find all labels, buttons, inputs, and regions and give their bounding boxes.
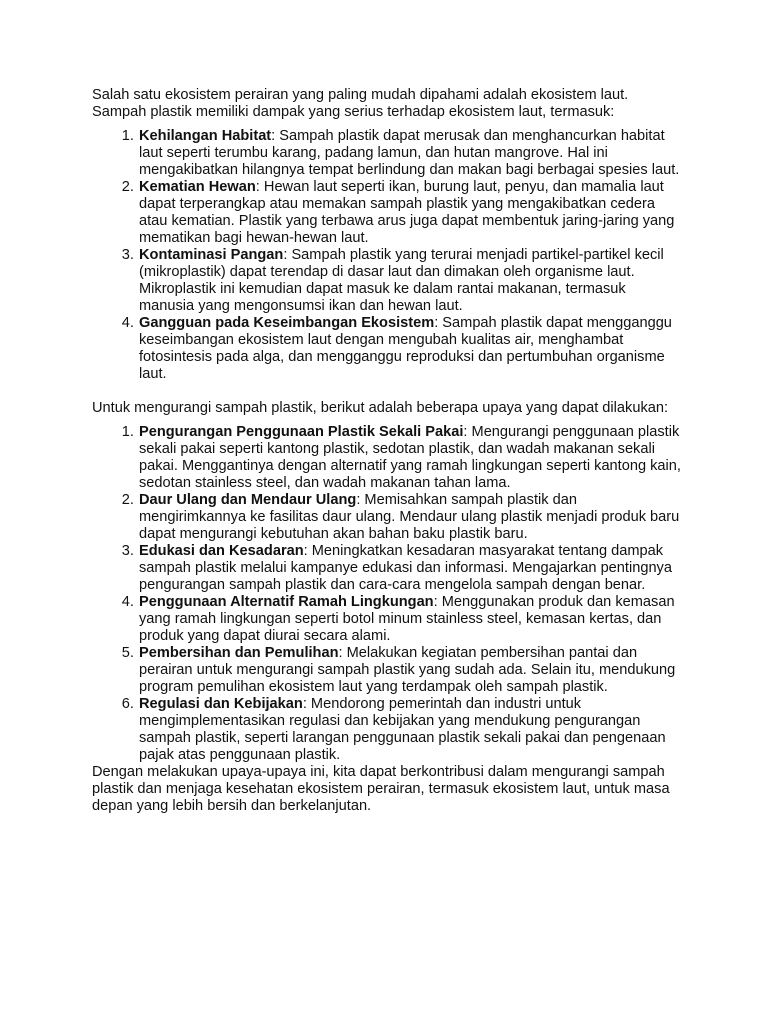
effort-term: Regulasi dan Kebijakan (139, 696, 303, 712)
intro-line-1: Salah satu ekosistem perairan yang paling mudah dipahami adalah ekosistem laut. (92, 87, 629, 103)
impact-text: : Sampah plastik dapat mengganggu keseimbangan ekosistem laut dengan mengubah kualitas air, menghambat fotosintesis pada alga, dan mengganggu reproduksi dan pertumbuhan organisme laut. (139, 315, 672, 382)
effort-text: : Melakukan kegiatan pembersihan pantai dan perairan untuk mengurangi sampah plastik yang sudah ada. Selain itu, mendukung program pemulihan ekosistem laut yang terdampak oleh sampah plastik. (139, 645, 676, 695)
effort-text: : Memisahkan sampah plastik dan mengirimkannya ke fasilitas daur ulang. Mendaur ulang plastik menjadi produk baru dapat mengurangi kebutuhan akan bahan baku plastik baru. (139, 492, 680, 542)
effort-term: Daur Ulang dan Mendaur Ulang (139, 492, 357, 508)
effort-text: : Mendorong pemerintah dan industri untuk mengimplementasikan regulasi dan kebijakan yang mendukung pengurangan sampah plastik, seperti larangan penggunaan plastik sekali pakai dan pengenaan pajak atas penggunaan plastik. (139, 696, 666, 763)
effort-term: Pembersihan dan Pemulihan (139, 645, 339, 661)
impact-term: Kehilangan Habitat (139, 128, 272, 144)
list-item-effort (138, 594, 682, 645)
impact-term: Kematian Hewan (139, 179, 256, 195)
efforts-intro-paragraph: Untuk mengurangi sampah plastik, berikut adalah beberapa upaya yang dapat dilakukan: (92, 400, 669, 416)
document-page (92, 87, 682, 815)
list-item-effort (138, 696, 682, 764)
effort-term: Penggunaan Alternatif Ramah Lingkungan (139, 594, 434, 610)
impact-term: Kontaminasi Pangan (139, 247, 284, 263)
impact-list (92, 128, 682, 383)
paragraph-spacer (92, 383, 682, 400)
list-item-impact (138, 128, 682, 179)
list-item-impact (138, 247, 682, 315)
list-item-impact (138, 315, 682, 383)
list-item-impact (138, 179, 682, 247)
closing-paragraph: Dengan melakukan upaya-upaya ini, kita dapat berkontribusi dalam mengurangi sampah plastik dan menjaga kesehatan ekosistem perairan, termasuk ekosistem laut, untuk masa depan yang lebih bersih dan berkelanjutan. (92, 764, 670, 814)
list-item-effort (138, 424, 682, 492)
intro-line-2: Sampah plastik memiliki dampak yang serius terhadap ekosistem laut, termasuk: (92, 104, 615, 120)
list-item-effort (138, 645, 682, 696)
impact-term: Gangguan pada Keseimbangan Ekosistem (139, 315, 435, 331)
impact-text: : Sampah plastik yang terurai menjadi partikel-partikel kecil (mikroplastik) dapat terendap di dasar laut dan dimakan oleh organisme laut. Mikroplastik ini kemudian dapat masuk ke dalam rantai makanan, termasuk manusia yang mengonsumsi ikan dan hewan laut. (139, 247, 664, 314)
list-item-effort (138, 492, 682, 543)
impact-text: : Hewan laut seperti ikan, burung laut, penyu, dan mamalia laut dapat terperangkap atau memakan sampah plastik yang mengakibatkan cedera atau kematian. Plastik yang terbawa arus juga dapat membentuk jaring-jaring yang mematikan bagi hewan-hewan laut. (139, 179, 675, 246)
effort-term: Edukasi dan Kesadaran (139, 543, 304, 559)
intro-paragraph (92, 87, 682, 121)
effort-text: : Menggunakan produk dan kemasan yang ramah lingkungan seperti botol minum stainless steel, kemasan kertas, dan produk yang dapat diurai secara alami. (139, 594, 675, 644)
effort-list (92, 424, 682, 764)
effort-term: Pengurangan Penggunaan Plastik Sekali Pakai (139, 424, 464, 440)
effort-text: : Meningkatkan kesadaran masyarakat tentang dampak sampah plastik melalui kampanye edukasi dan informasi. Mengajarkan pentingnya pengurangan sampah plastik dan cara-cara mengelola sampah dengan benar. (139, 543, 672, 593)
impact-text: : Sampah plastik dapat merusak dan menghancurkan habitat laut seperti terumbu karang, padang lamun, dan hutan mangrove. Hal ini mengakibatkan hilangnya tempat berlindung dan makan bagi berbagai spesies laut. (139, 128, 680, 178)
effort-text: : Mengurangi penggunaan plastik sekali pakai seperti kantong plastik, sedotan plastik, dan wadah makanan sekali pakai. Menggantinya dengan alternatif yang ramah lingkungan seperti kantong kain, sedotan stainless steel, dan wadah makanan tahan lama. (139, 424, 681, 491)
list-item-effort (138, 543, 682, 594)
